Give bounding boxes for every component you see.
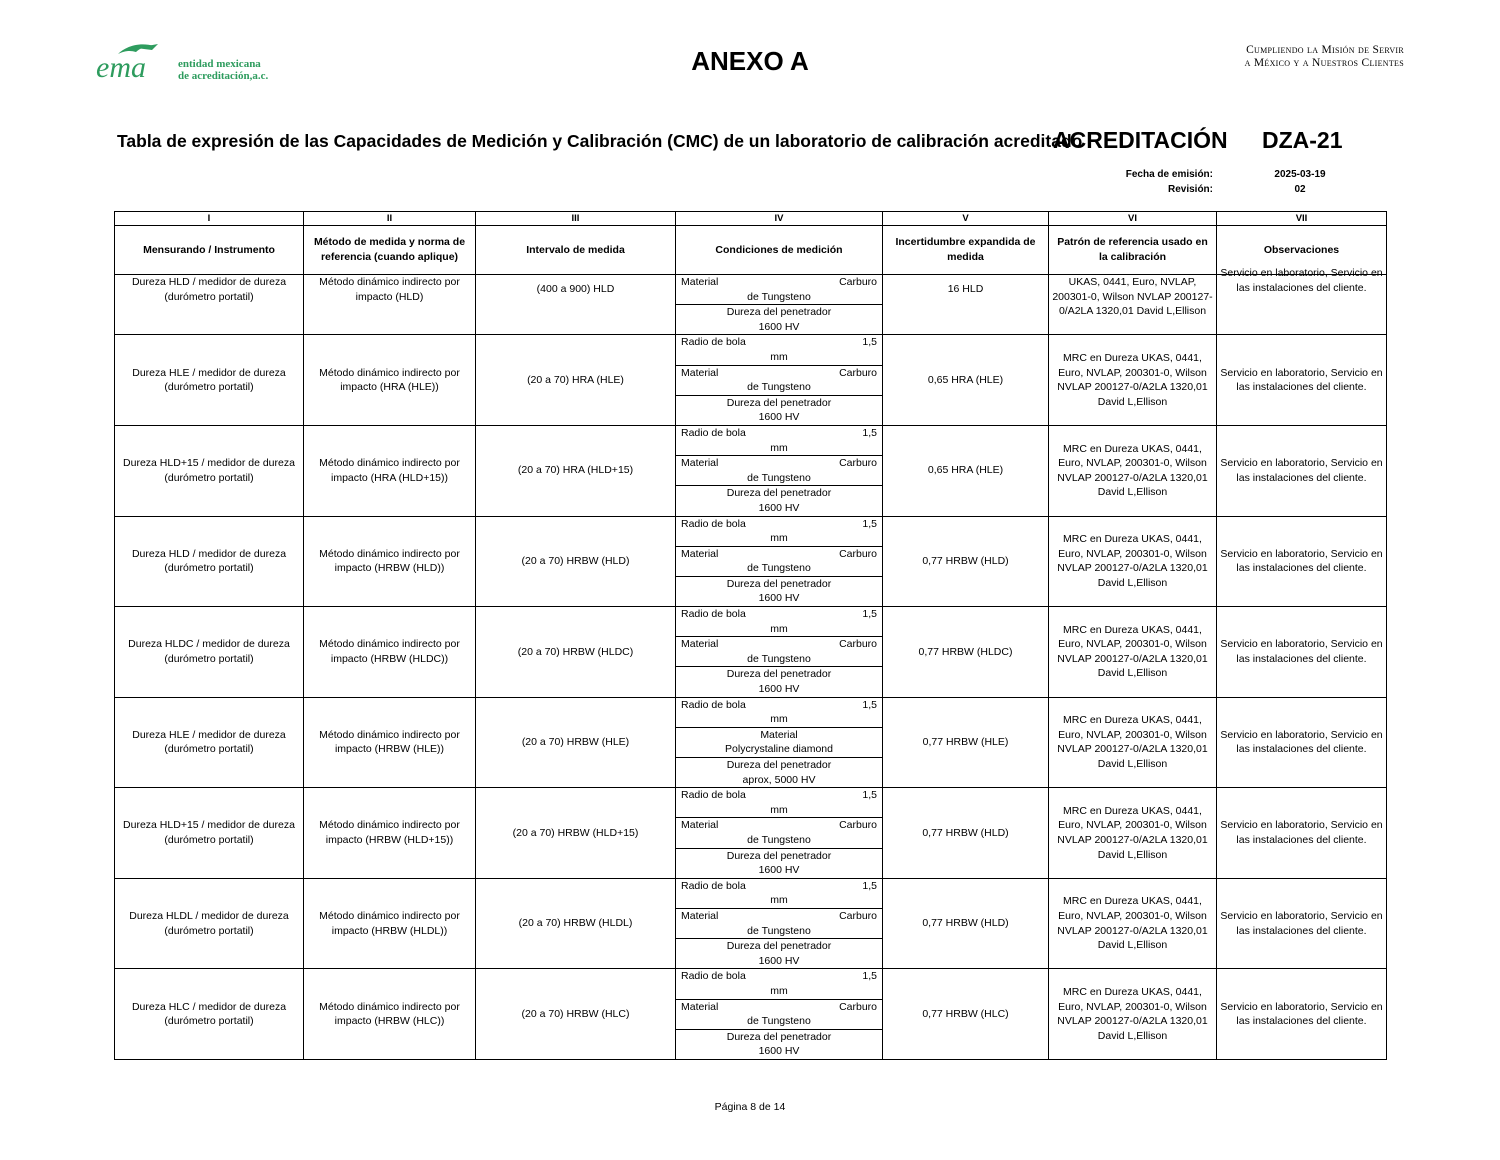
column-header: Condiciones de medición — [676, 226, 883, 275]
method-cell: Método dinámico indirecto por impacto (HRBW (HLC)) — [304, 969, 476, 1060]
instrument-cell: Dureza HLDL / medidor de dureza (durómetro portatil) — [115, 878, 304, 969]
range-cell: (400 a 900) HLD — [476, 275, 676, 335]
instrument-cell: Dureza HLE / medidor de dureza (durómetro portatil) — [115, 335, 304, 426]
condition-hardness: Dureza del penetrador 1600 HV — [726, 1030, 832, 1058]
logo-text-line2: de acreditación,a.c. — [178, 70, 269, 82]
condition-ball-radius: Radio de bola 1,5 mm — [676, 335, 882, 365]
cmc-table — [114, 211, 1387, 1060]
uncertainty-cell: 0,77 HRBW (HLD) — [883, 788, 1049, 879]
column-number: IV — [676, 212, 883, 226]
conditions-cell — [676, 697, 883, 788]
observations-cell: Servicio en laboratorio, Servicio en las instalaciones del cliente. — [1217, 516, 1387, 607]
condition-hardness: Dureza del penetrador 1600 HV — [726, 940, 832, 967]
instrument-cell: Dureza HLD / medidor de dureza (durómetro portatil) — [115, 516, 304, 607]
column-number: VII — [1217, 212, 1387, 226]
uncertainty-cell: 0,77 HRBW (HLDC) — [883, 607, 1049, 698]
condition-ball-radius: Radio de bola 1,5 mm — [676, 969, 882, 999]
instrument-cell: Dureza HLE / medidor de dureza (durómetro portatil) — [115, 697, 304, 788]
revision-value: 02 — [1294, 184, 1306, 195]
range-cell: (20 a 70) HRBW (HLD+15) — [476, 788, 676, 879]
condition-hardness: Dureza del penetrador 1600 HV — [726, 577, 832, 605]
instrument-cell: Dureza HLD+15 / medidor de dureza (durómetro portatil) — [115, 788, 304, 879]
condition-material: Material Polycrystaline diamond — [676, 728, 882, 758]
column-number: V — [883, 212, 1049, 226]
range-cell: (20 a 70) HRBW (HLE) — [476, 697, 676, 788]
condition-ball-radius: Radio de bola 1,5 mm — [676, 426, 882, 456]
column-number: VI — [1049, 212, 1217, 226]
condition-hardness: Dureza del penetrador 1600 HV — [726, 487, 832, 514]
column-header: Intervalo de medida — [476, 226, 676, 275]
conditions-cell — [676, 425, 883, 516]
table-row — [115, 516, 1387, 607]
standard-cell: MRC en Dureza UKAS, 0441, Euro, NVLAP, 200301-0, Wilson NVLAP 200127-0/A2LA 1320,01 David L,Ellison — [1049, 516, 1217, 607]
column-header: Método de medida y norma de referencia (cuando aplique) — [304, 226, 476, 275]
condition-hardness: Dureza del penetrador aprox, 5000 HV — [726, 759, 832, 786]
svg-text:ema: ema — [96, 51, 146, 82]
uncertainty-cell: 0,77 HRBW (HLD) — [883, 516, 1049, 607]
accreditation-label: ACREDITACIÓN — [1053, 127, 1228, 153]
condition-material: Material Carburo de Tungsteno — [676, 547, 882, 577]
observations-cell: Servicio en laboratorio, Servicio en las instalaciones del cliente. — [1217, 788, 1387, 879]
standard-cell: MRC en Dureza UKAS, 0441, Euro, NVLAP, 200301-0, Wilson NVLAP 200127-0/A2LA 1320,01 David L,Ellison — [1049, 335, 1217, 426]
range-cell: (20 a 70) HRA (HLE) — [476, 335, 676, 426]
method-cell: Método dinámico indirecto por impacto (HRBW (HLDL)) — [304, 878, 476, 969]
instrument-cell: Dureza HLD+15 / medidor de dureza (durómetro portatil) — [115, 425, 304, 516]
column-header: Incertidumbre expandida de medida — [883, 226, 1049, 275]
method-cell: Método dinámico indirecto por impacto (HLD) — [304, 275, 476, 335]
condition-hardness: Dureza del penetrador 1600 HV — [726, 306, 832, 333]
condition-material: Material Carburo de Tungsteno — [676, 366, 882, 396]
conditions-cell — [676, 275, 883, 335]
column-number: III — [476, 212, 676, 226]
table-row — [115, 607, 1387, 698]
method-cell: Método dinámico indirecto por impacto (HRBW (HLDC)) — [304, 607, 476, 698]
conditions-cell — [676, 788, 883, 879]
table-title: Tabla de expresión de las Capacidades de Medición y Calibración (CMC) de un laboratorio de calibración acreditado — [117, 131, 1083, 151]
standard-cell: MRC en Dureza UKAS, 0441, Euro, NVLAP, 200301-0, Wilson NVLAP 200127-0/A2LA 1320,01 David L,Ellison — [1049, 607, 1217, 698]
uncertainty-cell: 0,77 HRBW (HLE) — [883, 697, 1049, 788]
table-row — [115, 697, 1387, 788]
slogan-line1: Cumpliendo la Misión de Servir — [1246, 44, 1404, 56]
instrument-cell: Dureza HLC / medidor de dureza (durómetro portatil) — [115, 969, 304, 1060]
conditions-cell — [676, 607, 883, 698]
method-cell: Método dinámico indirecto por impacto (HRA (HLE)) — [304, 335, 476, 426]
method-cell: Método dinámico indirecto por impacto (HRA (HLD+15)) — [304, 425, 476, 516]
column-headers-row — [115, 226, 1387, 275]
range-cell: (20 a 70) HRBW (HLDC) — [476, 607, 676, 698]
condition-material: Material Carburo de Tungsteno — [676, 818, 882, 848]
standard-cell: MRC en Dureza UKAS, 0441, Euro, NVLAP, 200301-0, Wilson NVLAP 200127-0/A2LA 1320,01 David L,Ellison — [1049, 878, 1217, 969]
range-cell: (20 a 70) HRBW (HLC) — [476, 969, 676, 1060]
standard-cell: UKAS, 0441, Euro, NVLAP, 200301-0, Wilson NVLAP 200127-0/A2LA 1320,01 David L,Ellison — [1049, 275, 1217, 335]
observations-cell: Servicio en laboratorio, Servicio en las instalaciones del cliente. — [1217, 607, 1387, 698]
uncertainty-cell: 16 HLD — [883, 275, 1049, 335]
table-row — [115, 335, 1387, 426]
table-row — [115, 275, 1387, 335]
column-header: Patrón de referencia usado en la calibración — [1049, 226, 1217, 275]
column-numbers-row — [115, 212, 1387, 226]
condition-hardness: Dureza del penetrador 1600 HV — [726, 396, 832, 424]
uncertainty-cell: 0,77 HRBW (HLC) — [883, 969, 1049, 1060]
method-cell: Método dinámico indirecto por impacto (HRBW (HLE)) — [304, 697, 476, 788]
instrument-cell: Dureza HLD / medidor de dureza (durómetro portatil) — [115, 275, 304, 335]
standard-cell: MRC en Dureza UKAS, 0441, Euro, NVLAP, 200301-0, Wilson NVLAP 200127-0/A2LA 1320,01 David L,Ellison — [1049, 969, 1217, 1060]
condition-ball-radius: Radio de bola 1,5 mm — [676, 607, 882, 637]
observations-cell: Servicio en laboratorio, Servicio en las instalaciones del cliente. — [1217, 878, 1387, 969]
condition-hardness: Dureza del penetrador 1600 HV — [726, 849, 832, 877]
issue-date-value: 2025-03-19 — [1274, 169, 1326, 180]
table-row — [115, 425, 1387, 516]
condition-material: Material Carburo de Tungsteno — [676, 275, 882, 305]
column-number: II — [304, 212, 476, 226]
logo-text-line1: entidad mexicana — [178, 58, 261, 70]
table-row — [115, 878, 1387, 969]
conditions-cell — [676, 878, 883, 969]
observations-cell: Servicio en laboratorio, Servicio en las instalaciones del cliente. — [1217, 969, 1387, 1060]
standard-cell: MRC en Dureza UKAS, 0441, Euro, NVLAP, 200301-0, Wilson NVLAP 200127-0/A2LA 1320,01 David L,Ellison — [1049, 697, 1217, 788]
uncertainty-cell: 0,65 HRA (HLE) — [883, 425, 1049, 516]
conditions-cell — [676, 516, 883, 607]
conditions-cell — [676, 969, 883, 1060]
page-title: ANEXO A — [691, 46, 809, 76]
uncertainty-cell: 0,65 HRA (HLE) — [883, 335, 1049, 426]
condition-material: Material Carburo de Tungsteno — [676, 456, 882, 486]
range-cell: (20 a 70) HRA (HLD+15) — [476, 425, 676, 516]
table-row — [115, 788, 1387, 879]
issue-date-label: Fecha de emisión: — [1125, 169, 1213, 180]
column-header: Observaciones — [1217, 226, 1387, 275]
table-row — [115, 969, 1387, 1060]
column-number: I — [115, 212, 304, 226]
accreditation-code: DZA-21 — [1262, 127, 1343, 153]
condition-material: Material Carburo de Tungsteno — [676, 909, 882, 939]
instrument-cell: Dureza HLDC / medidor de dureza (durómetro portatil) — [115, 607, 304, 698]
condition-ball-radius: Radio de bola 1,5 mm — [676, 879, 882, 909]
condition-ball-radius: Radio de bola 1,5 mm — [676, 517, 882, 547]
slogan — [1245, 44, 1404, 70]
column-header: Mensurando / Instrumento — [115, 226, 304, 275]
standard-cell: MRC en Dureza UKAS, 0441, Euro, NVLAP, 200301-0, Wilson NVLAP 200127-0/A2LA 1320,01 David L,Ellison — [1049, 425, 1217, 516]
conditions-cell — [676, 335, 883, 426]
slogan-line2: a México y a Nuestros Clientes — [1244, 57, 1404, 69]
condition-hardness: Dureza del penetrador 1600 HV — [726, 668, 832, 696]
method-cell: Método dinámico indirecto por impacto (HRBW (HLD+15)) — [304, 788, 476, 879]
observations-cell: Servicio en laboratorio, Servicio en las instalaciones del cliente. — [1217, 335, 1387, 426]
standard-cell: MRC en Dureza UKAS, 0441, Euro, NVLAP, 200301-0, Wilson NVLAP 200127-0/A2LA 1320,01 David L,Ellison — [1049, 788, 1217, 879]
method-cell: Método dinámico indirecto por impacto (HRBW (HLD)) — [304, 516, 476, 607]
observations-cell: Servicio en laboratorio, Servicio en las instalaciones del cliente. — [1217, 275, 1387, 335]
observations-cell: Servicio en laboratorio, Servicio en las instalaciones del cliente. — [1217, 697, 1387, 788]
range-cell: (20 a 70) HRBW (HLD) — [476, 516, 676, 607]
condition-ball-radius: Radio de bola 1,5 mm — [676, 788, 882, 818]
page-number: Página 8 de 14 — [714, 1101, 786, 1113]
condition-ball-radius: Radio de bola 1,5 mm — [676, 698, 882, 728]
condition-material: Material Carburo de Tungsteno — [676, 1000, 882, 1030]
revision-label: Revisión: — [1167, 184, 1213, 195]
uncertainty-cell: 0,77 HRBW (HLD) — [883, 878, 1049, 969]
condition-material: Material Carburo de Tungsteno — [676, 637, 882, 667]
range-cell: (20 a 70) HRBW (HLDL) — [476, 878, 676, 969]
observations-cell: Servicio en laboratorio, Servicio en las instalaciones del cliente. — [1217, 425, 1387, 516]
